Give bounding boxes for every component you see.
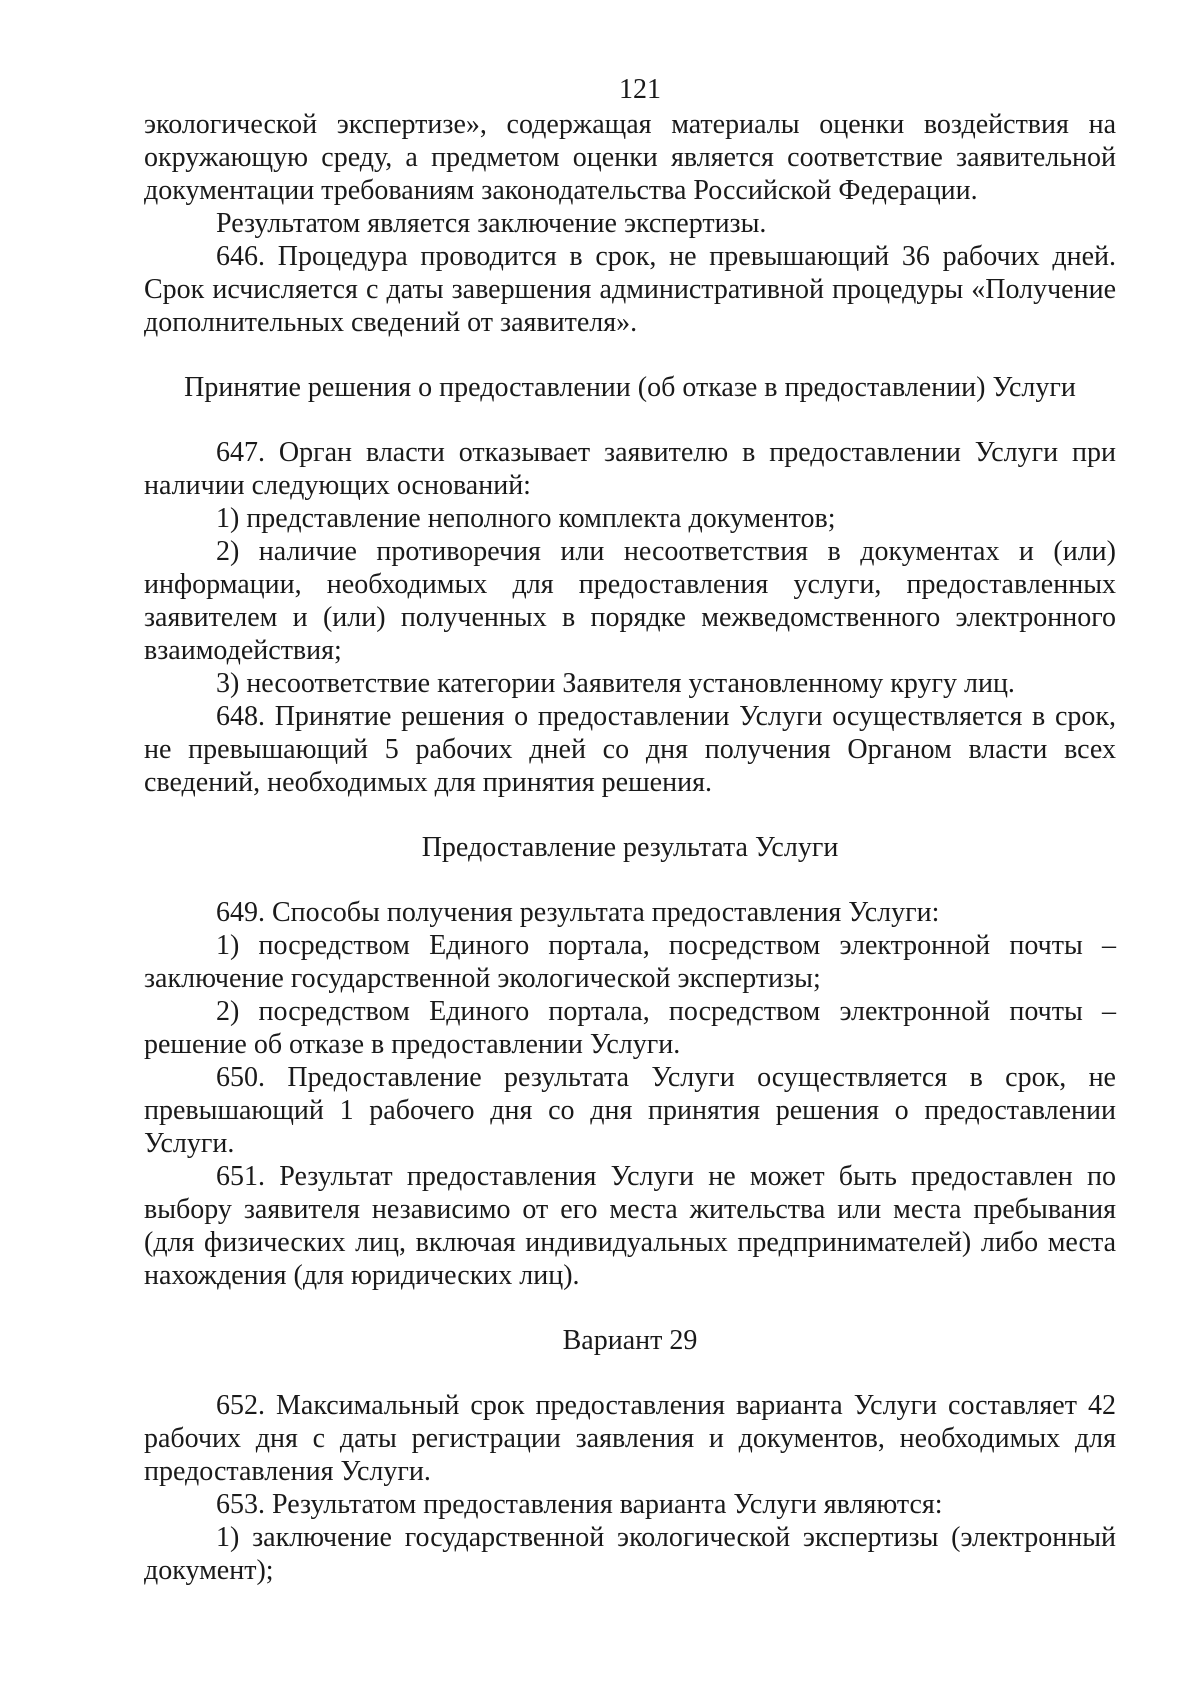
paragraph-650: 650. Предоставление результата Услуги осуществляется в срок, не превышающий 1 рабочего дня со дня принятия решения о предоставлении Услуги. <box>144 1062 1116 1159</box>
section-heading-decision: Принятие решения о предоставлении (об отказе в предоставлении) Услуги <box>184 372 1076 403</box>
paragraph-647: 647. Орган власти отказывает заявителю в предоставлении Услуги при наличии следующих оснований: <box>144 437 1116 501</box>
page-number: 121 <box>619 74 661 105</box>
paragraph-646: 646. Процедура проводится в срок, не превышающий 36 рабочих дней. Срок исчисляется с даты завершения административной процедуры «Получение дополнительных сведений от заявителя». <box>144 241 1116 338</box>
list-item-647-1: 1) представление неполного комплекта документов; <box>216 503 836 534</box>
list-item-647-2: 2) наличие противоречия или несоответствия в документах и (или) информации, необходимых для предоставления услуги, предоставленных заявителем и (или) полученных в порядке межведомственного электронного взаимодействия; <box>144 536 1116 666</box>
paragraph-652: 652. Максимальный срок предоставления варианта Услуги составляет 42 рабочих дня с даты регистрации заявления и документов, необходимых для предоставления Услуги. <box>144 1390 1116 1487</box>
list-item-647-3: 3) несоответствие категории Заявителя установленному кругу лиц. <box>216 668 1015 699</box>
paragraph-648: 648. Принятие решения о предоставлении Услуги осуществляется в срок, не превышающий 5 рабочих дней со дня получения Органом власти всех сведений, необходимых для принятия решения. <box>144 701 1116 798</box>
paragraph-651: 651. Результат предоставления Услуги не может быть предоставлен по выбору заявителя независимо от его места жительства или места пребывания (для физических лиц, включая индивидуальных предпринимателей) либо места нахождения (для юридических лиц). <box>144 1161 1116 1291</box>
section-heading-result: Предоставление результата Услуги <box>421 832 839 863</box>
paragraph-result: Результатом является заключение экспертизы. <box>216 208 767 239</box>
paragraph-continuation: экологической экспертизе», содержащая материалы оценки воздействия на окружающую среду, а предметом оценки является соответствие заявительной документации требованиям законодательства Российской Федерации. <box>144 109 1116 206</box>
paragraph-653: 653. Результатом предоставления варианта Услуги являются: <box>216 1489 943 1520</box>
list-item-649-1: 1) посредством Единого портала, посредством электронной почты – заключение государственной экологической экспертизы; <box>144 930 1116 994</box>
section-heading-variant: Вариант 29 <box>562 1325 698 1356</box>
paragraph-649: 649. Способы получения результата предоставления Услуги: <box>216 897 940 928</box>
list-item-653-1: 1) заключение государственной экологической экспертизы (электронный документ); <box>144 1522 1116 1586</box>
list-item-649-2: 2) посредством Единого портала, посредством электронной почты – решение об отказе в предоставлении Услуги. <box>144 996 1116 1060</box>
